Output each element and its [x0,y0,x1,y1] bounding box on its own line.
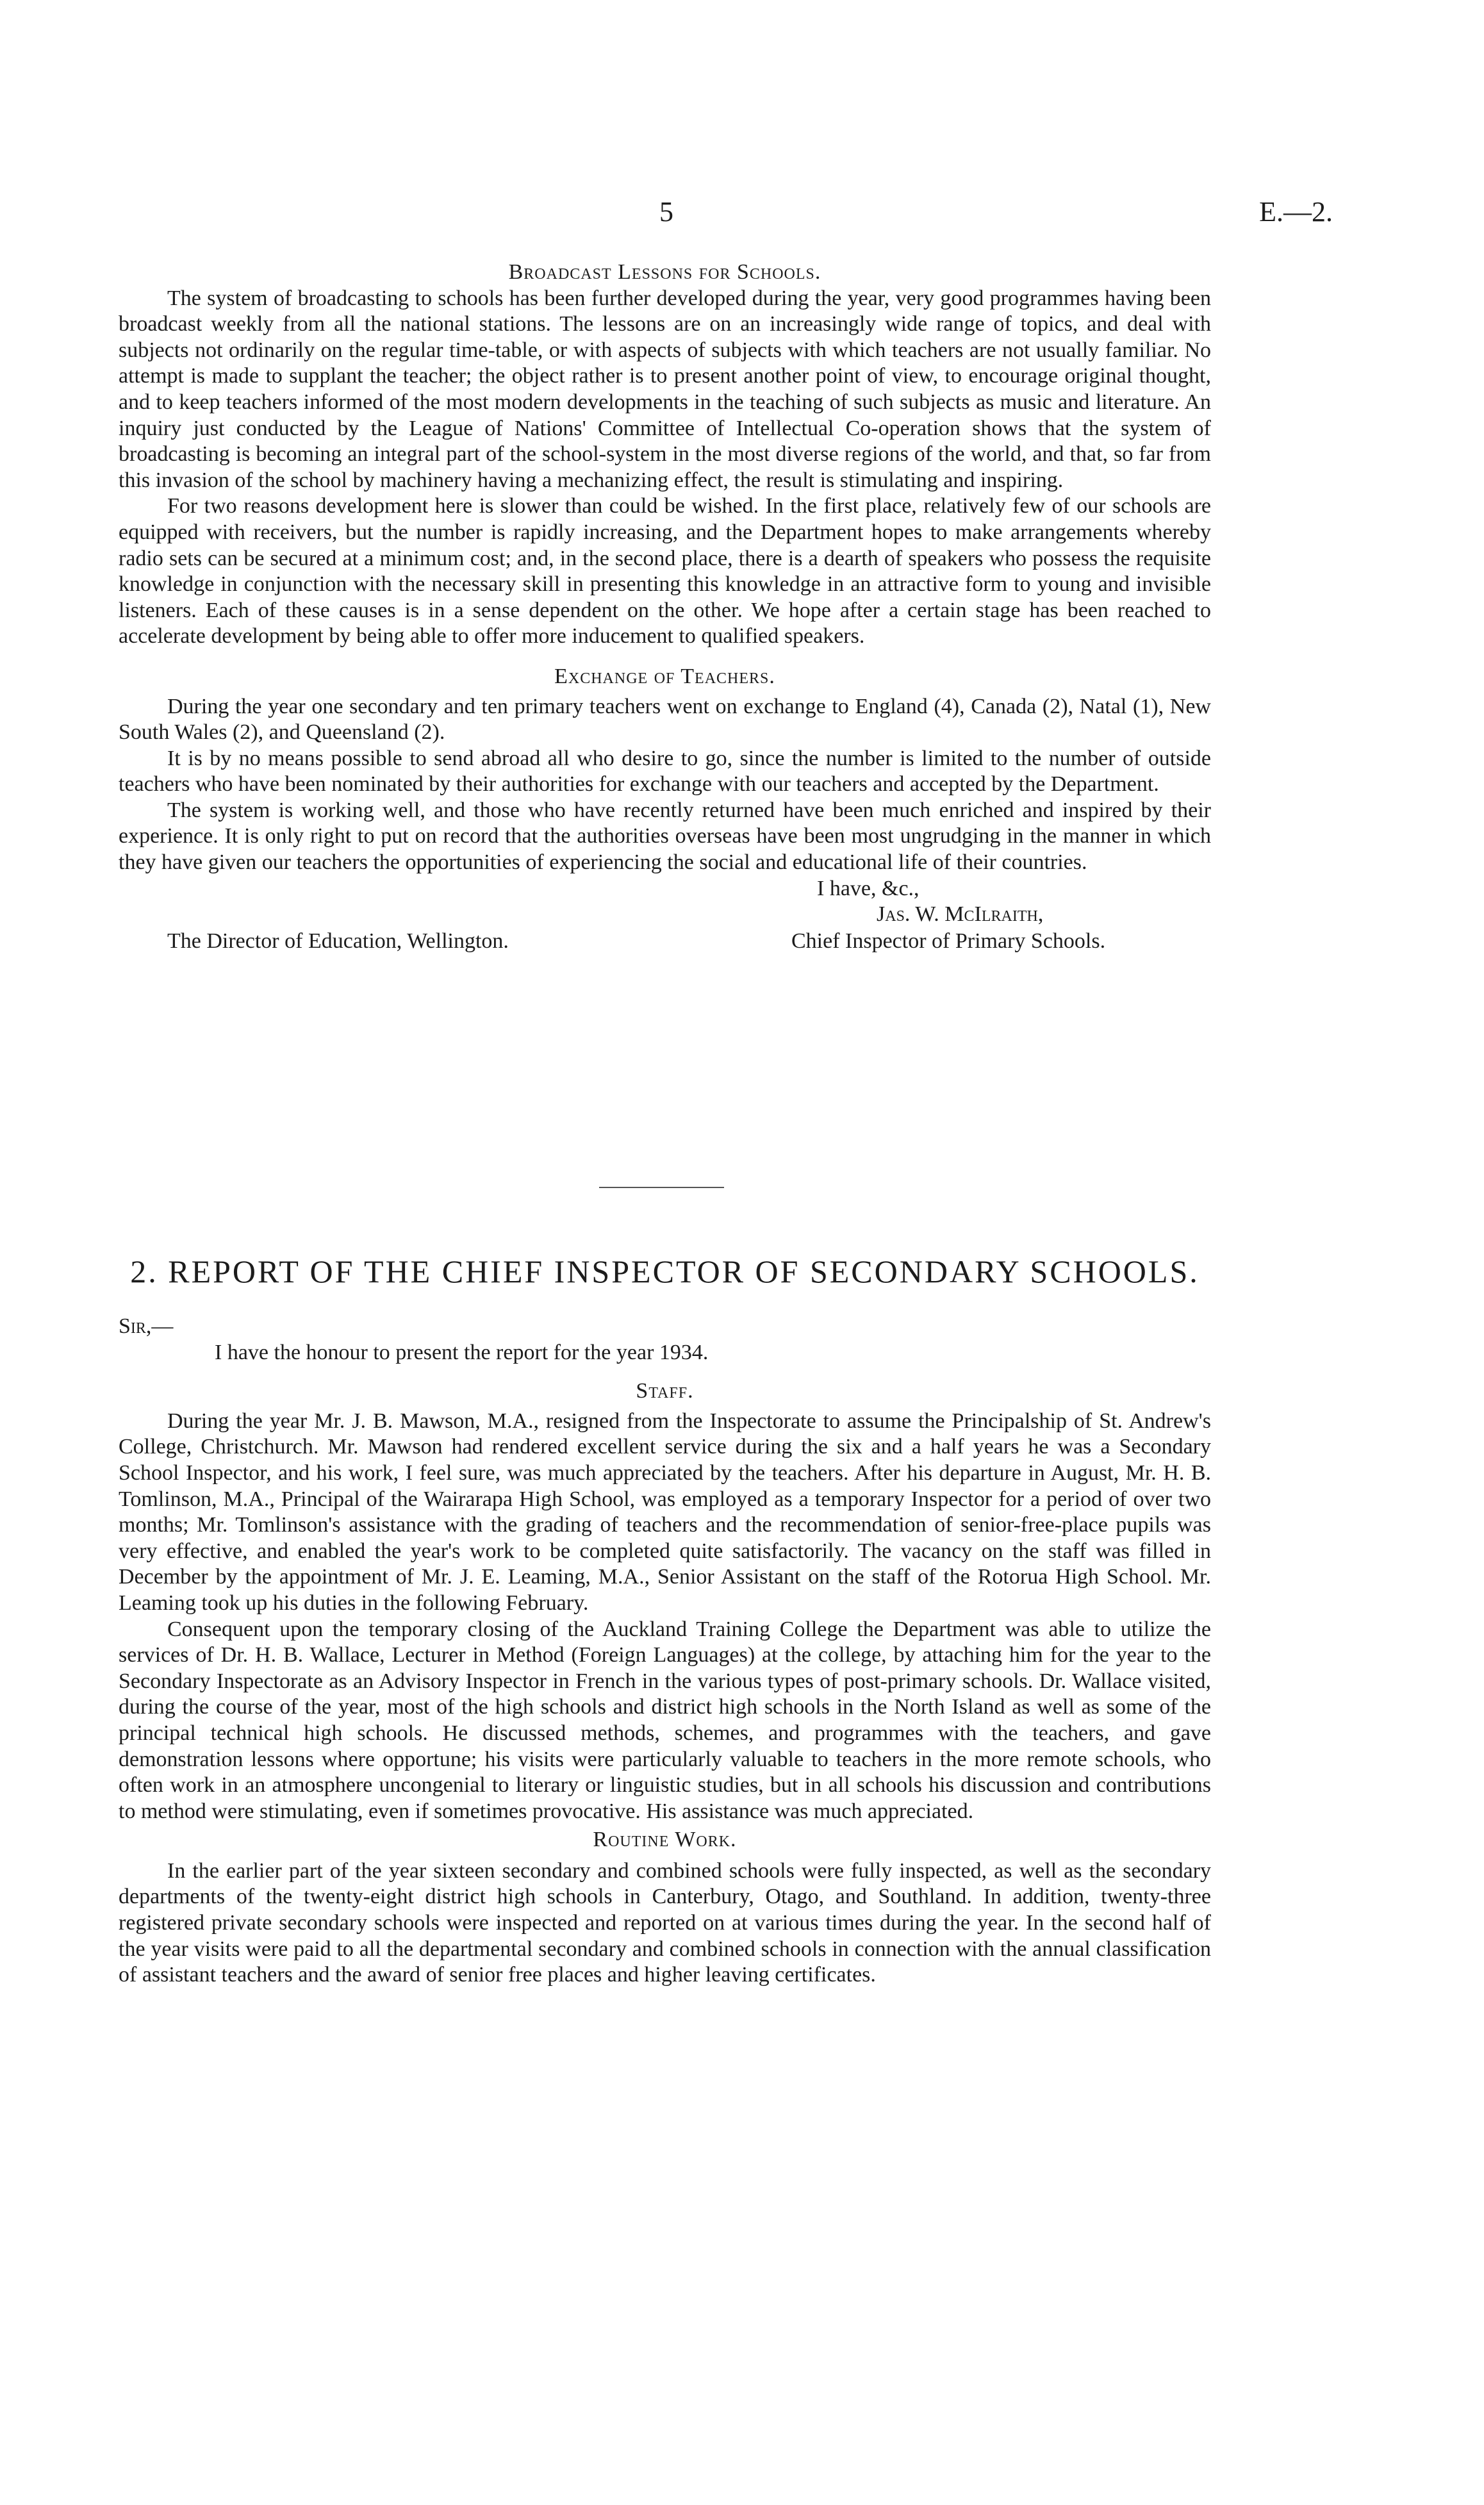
page-number: 5 [659,196,673,227]
paragraph: The system of broadcasting to schools has been further developed during the year, very good programmes having been broadcast weekly from all the national stations. The lessons are on an increasingly wide range of topics, and deal with subjects not ordinarily on the regular time-table, or with aspects of subjects with which teachers are not usually familiar. No attempt is made to supplant the teacher; the object rather is to present another point of view, to encourage original thought, and to keep teachers informed of the most modern developments in the teaching of such subjects as music and literature. An inquiry just conducted by the League of Nations' Committee of Intellectual Co-operation shows that the system of broadcasting is becoming an integral part of the school-system in the most diverse regions of the world, and that, so far from this invasion of the school by machinery having a mechanizing effect, the result is stimulating and inspiring. [119,286,1211,492]
section-heading-staff: Staff. [636,1379,694,1403]
document-reference: E.—2. [1259,196,1333,227]
addressee: The Director of Education, Wellington. [167,929,509,953]
lower-column [119,1314,1211,1988]
paragraph: During the year one secondary and ten primary teachers went on exchange to England (4), Canada (2), Natal (1), New South Wales (2), and Queensland (2). [119,694,1211,745]
signature-block [119,876,1211,966]
section-heading-exchange: Exchange of Teachers. [554,664,775,688]
intro-line: I have the honour to present the report for the year 1934. [215,1340,709,1364]
closing-line: I have, &c., [817,876,919,900]
upper-column [119,260,1211,966]
signatory-name: Jas. W. McIlraith, [877,902,1044,926]
paragraph: It is by no means possible to send abroad all who desire to go, since the number is limited to the number of outside teachers who have been nominated by their authorities for exchange with our teachers and accepted by the Department. [119,746,1211,797]
section-divider [599,1187,724,1188]
paragraph: In the earlier part of the year sixteen secondary and combined schools were fully inspected, as well as the secondary departments of the twenty-eight district high schools in Canterbury, Otago, and Southland. In addition, twenty-three registered private secondary schools were inspected and reported on at various times during the year. In the second half of the year visits were paid to all the departmental secondary and combined schools in connection with the annual classification of assistant teachers and the award of senior free places and higher leaving certificates. [119,1858,1211,1987]
paragraph: Consequent upon the temporary closing of the Auckland Training College the Department was able to utilize the services of Dr. H. B. Wallace, Lecturer in Method (Foreign Languages) at the college, by attaching him for the year to the Secondary Inspectorate as an Advisory Inspector in French in the various types of post-primary schools. Dr. Wallace visited, during the course of the year, most of the high schools and district high schools in the North Island as well as some of the principal technical high schools. He discussed methods, schemes, and programmes with the teachers, and gave demonstration lessons where opportune; his visits were particularly valuable to teachers in the more remote schools, who often work in an atmosphere uncongenial to literary or linguistic studies, but in all schools his discussion and contributions to method were stimulating, even if sometimes provocative. His assistance was much appreciated. [119,1617,1211,1823]
salutation: Sir,— [119,1314,174,1338]
signatory-title: Chief Inspector of Primary Schools. [791,929,1106,953]
paragraph: The system is working well, and those who have recently returned have been much enriched and inspired by their experience. It is only right to put on record that the authorities overseas have been most ungrudging in the manner in which they have given our teachers the opportunities of experiencing the social and educational life of their countries. [119,798,1211,875]
report-title: 2. REPORT OF THE CHIEF INSPECTOR OF SECONDARY SCHOOLS. [130,1253,1200,1289]
section-heading-broadcast: Broadcast Lessons for Schools. [508,260,821,284]
paragraph: For two reasons development here is slower than could be wished. In the first place, relatively few of our schools are equipped with receivers, but the number is rapidly increasing, and the Department hopes to make arrangements whereby radio sets can be secured at a minimum cost; and, in the second place, there is a dearth of speakers who possess the requisite knowledge in conjunction with the necessary skill in presenting this knowledge in an attractive form to young and invisible listeners. Each of these causes is in a sense dependent on the other. We hope after a certain stage has been reached to accelerate development by being able to offer more inducement to qualified speakers. [119,494,1211,649]
paragraph: During the year Mr. J. B. Mawson, M.A., resigned from the Inspectorate to assume the Principalship of St. Andrew's College, Christchurch. Mr. Mawson had rendered excellent service during the six and a half years he was a Secondary School Inspector, and his work, I feel sure, was much appreciated by the teachers. After his departure in August, Mr. H. B. Tomlinson, M.A., Principal of the Wairarapa High School, was employed as a temporary Inspector for a period of over two months; Mr. Tomlinson's assistance with the grading of teachers and the recommendation of senior-free-place pupils was very effective, and enabled the year's work to be completed quite satisfactorily. The vacancy on the staff was filled in December by the appointment of Mr. J. E. Leaming, M.A., Senior Assistant on the staff of the Rotorua High School. Mr. Leaming took up his duties in the following February. [119,1409,1211,1615]
section-heading-routine: Routine Work. [593,1828,737,1852]
